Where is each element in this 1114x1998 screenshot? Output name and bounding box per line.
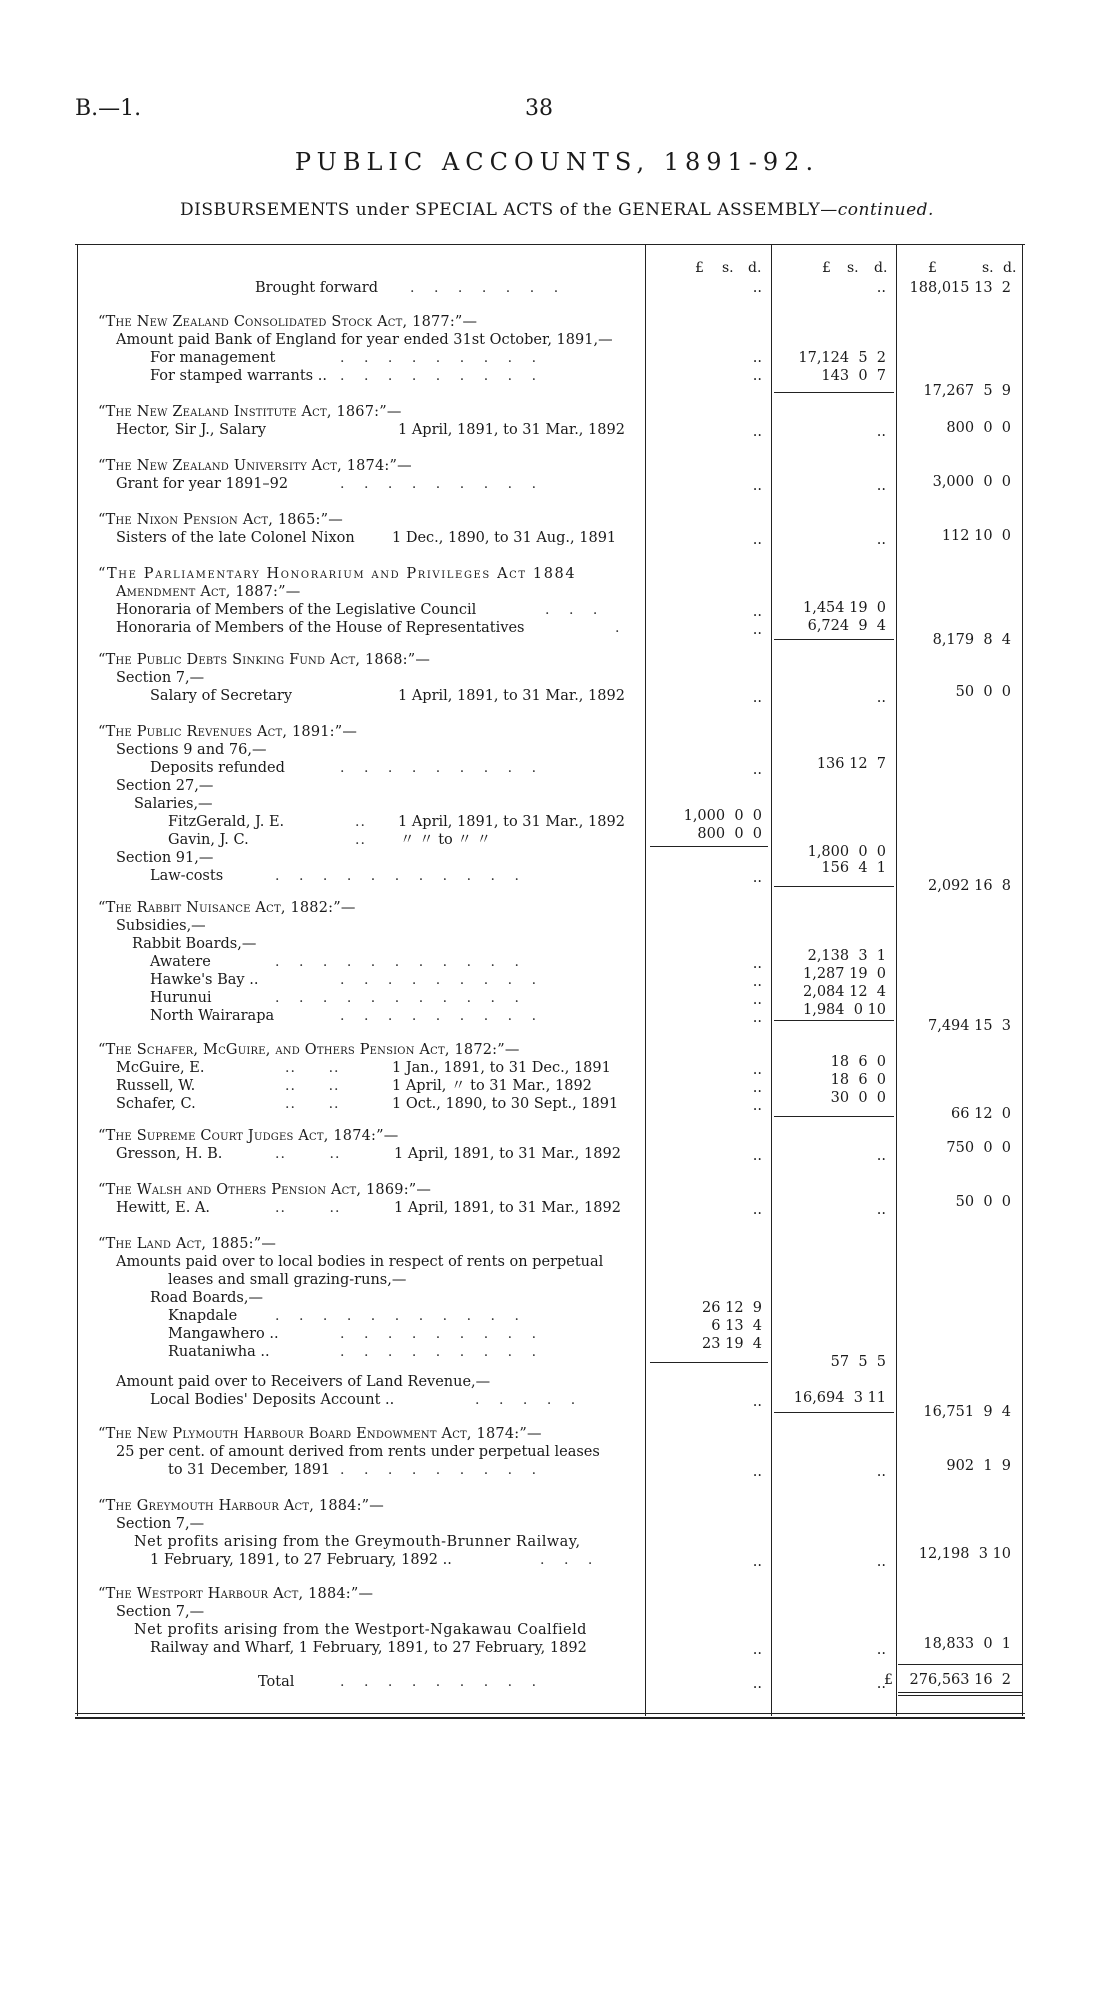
leader-dots: ... (545, 602, 617, 618)
row-col2: .. (876, 424, 886, 440)
row-col1: .. (752, 1464, 762, 1480)
row-col2: .. (876, 1148, 886, 1164)
row-label: For stamped warrants .. (150, 368, 327, 384)
section-line: Section 7,— (116, 1604, 205, 1620)
total-col1: .. (752, 1676, 762, 1692)
list-item: Hawke's Bay .. (150, 972, 259, 988)
row-col2: .. (876, 532, 886, 548)
leader-dots: ......... (340, 1326, 556, 1342)
subtitle-main: DISBURSEMENTS under SPECIAL ACTS of the GENERAL ASSEMBLY— (180, 200, 838, 220)
table-right-rule (1022, 244, 1023, 1716)
row-col1: 6 13 4 (711, 1318, 762, 1334)
table-bottom-rule (75, 1713, 1025, 1714)
section-title: “The Rabbit Nuisance Act, 1882:”— (98, 900, 356, 916)
row-col1: .. (752, 1080, 762, 1096)
subtotal-rule (650, 1362, 768, 1363)
row-label: Salary of Secretary (150, 688, 293, 704)
leader-dots: .. .. (275, 1200, 341, 1216)
row-col2: .. (876, 1202, 886, 1218)
row-label: Hewitt, E. A. (116, 1200, 211, 1216)
section-line: Section 27,— (116, 778, 214, 794)
section-title: “The Nixon Pension Act, 1865:”— (98, 512, 343, 528)
row-col2: 1,287 19 0 (802, 966, 886, 982)
row-col1: .. (752, 478, 762, 494)
subtotal-rule (650, 846, 768, 847)
row-col1: .. (752, 604, 762, 620)
leader-dots: ......... (340, 760, 556, 776)
row-col2: 1,800 0 0 (807, 844, 886, 860)
row-col2: .. (876, 478, 886, 494)
row-col3: 50 0 0 (955, 684, 1011, 700)
row-col1: .. (752, 1394, 762, 1410)
row-label: Sisters of the late Colonel Nixon (116, 530, 355, 546)
section-title: “The Parliamentary Honorarium and Privileges Act 1884 (98, 566, 577, 582)
section-line: Salaries,— (134, 796, 213, 812)
row-col1: .. (752, 762, 762, 778)
row-col1: .. (752, 1148, 762, 1164)
row-col1: .. (752, 1202, 762, 1218)
col1-pence-head: d. (748, 260, 762, 276)
section-title: “The Westport Harbour Act, 1884:”— (98, 1586, 374, 1602)
leader-dots: ......... (340, 1344, 556, 1360)
col2-pound-head: £ (822, 260, 831, 276)
total-label: Total (258, 1674, 295, 1690)
leader-dots: ........... (275, 868, 539, 884)
leader-dots: ......... (340, 1008, 556, 1024)
row-period: 1 Jan., 1891, to 31 Dec., 1891 (392, 1060, 611, 1076)
row-col3: 750 0 0 (946, 1140, 1011, 1156)
list-item: Hurunui (150, 990, 212, 1006)
brought-forward-col2: .. (876, 280, 886, 296)
row-period: 1 April, 1891, to 31 Mar., 1892 (394, 1200, 621, 1216)
row-col1: 800 0 0 (697, 826, 762, 842)
subtotal-rule (774, 1116, 894, 1117)
row-col1: .. (752, 1010, 762, 1026)
section-line: Road Boards,— (150, 1290, 263, 1306)
section-title: “The Public Debts Sinking Fund Act, 1868:”— (98, 652, 431, 668)
row-col3: 800 0 0 (946, 420, 1011, 436)
table-top-rule (75, 244, 1025, 245)
row-label: Hector, Sir J., Salary (116, 422, 267, 438)
table-left-rule (77, 244, 78, 1716)
row-col2: 1,454 19 0 (802, 600, 886, 616)
leader-dots: .. .. (285, 1078, 340, 1094)
leader-dots: ... (540, 1552, 612, 1568)
section-line: Subsidies,— (116, 918, 206, 934)
total-top-rule (898, 1664, 1022, 1665)
section-total: 7,494 15 3 (927, 1018, 1011, 1034)
row-col1: .. (752, 870, 762, 886)
row-col2: .. (876, 690, 886, 706)
subtotal-rule (774, 392, 894, 393)
row-col3: 902 1 9 (946, 1458, 1011, 1474)
row-col2: 6,724 9 4 (807, 618, 886, 634)
row-col2: 17,124 5 2 (798, 350, 886, 366)
row-col2: 18 6 0 (830, 1072, 886, 1088)
col3-left-rule (896, 244, 897, 1716)
leader-dots: ......... (340, 476, 556, 492)
total-bottom-rule-2 (898, 1695, 1022, 1696)
section-line: Amount paid over to Receivers of Land Revenue,— (116, 1374, 491, 1390)
leader-dots: ........... (275, 990, 539, 1006)
list-item: Awatere (150, 954, 211, 970)
section-title-cont: Amendment Act, 1887:”— (116, 584, 301, 600)
row-col1: .. (752, 1062, 762, 1078)
section-line: Amount paid Bank of England for year ended 31st October, 1891,— (116, 332, 613, 348)
page-number: 38 (525, 96, 553, 121)
section-line: Railway and Wharf, 1 February, 1891, to 27 February, 1892 (150, 1640, 587, 1656)
col1-left-rule (645, 244, 646, 1716)
row-period: 1 April, 1891, to 31 Mar., 1892 (398, 814, 625, 830)
row-col3: 18,833 0 1 (923, 1636, 1011, 1652)
row-col2: 2,138 3 1 (807, 948, 886, 964)
row-period: 1 Dec., 1890, to 31 Aug., 1891 (392, 530, 617, 546)
section-title: “The New Zealand Consolidated Stock Act, 1877:”— (98, 314, 478, 330)
section-line: to 31 December, 1891 (168, 1462, 331, 1478)
brought-forward-col1: .. (752, 280, 762, 296)
row-col2: 2,084 12 4 (802, 984, 886, 1000)
row-col2: 18 6 0 (830, 1054, 886, 1070)
col2-pence-head: d. (874, 260, 888, 276)
page-subtitle (0, 200, 1114, 220)
leader-dots: .. .. (285, 1096, 340, 1112)
row-period: 1 April, 〃 to 31 Mar., 1892 (392, 1078, 592, 1094)
section-total: 8,179 8 4 (932, 632, 1011, 648)
leader-dots: ........... (275, 1308, 539, 1324)
section-total: 66 12 0 (951, 1106, 1011, 1122)
row-col1: .. (752, 350, 762, 366)
row-col1: .. (752, 690, 762, 706)
row-label: FitzGerald, J. E. (168, 814, 285, 830)
section-title: “The New Zealand University Act, 1874:”— (98, 458, 412, 474)
row-col3: 112 10 0 (941, 528, 1011, 544)
col1-shilling-head: s. (722, 260, 734, 276)
row-col1: .. (752, 1554, 762, 1570)
row-col2: .. (876, 1642, 886, 1658)
leader-dots: .. (355, 814, 366, 830)
row-label: Gresson, H. B. (116, 1146, 223, 1162)
row-col2: 136 12 7 (816, 756, 886, 772)
section-line: leases and small grazing-runs,— (168, 1272, 407, 1288)
row-period: 1 April, 1891, to 31 Mar., 1892 (398, 688, 625, 704)
row-label: Grant for year 1891–92 (116, 476, 289, 492)
subtitle-continued: continued. (837, 200, 934, 220)
subtotal-rule (774, 639, 894, 640)
row-col2: .. (876, 1554, 886, 1570)
section-title: “The Supreme Court Judges Act, 1874:”— (98, 1128, 399, 1144)
page-title: PUBLIC ACCOUNTS, 1891-92. (294, 148, 820, 176)
list-item: Mangawhero .. (168, 1326, 279, 1342)
row-col3: 50 0 0 (955, 1194, 1011, 1210)
section-line: Rabbit Boards,— (132, 936, 257, 952)
document-reference: B.—1. (75, 96, 142, 121)
leader-dots: ......... (340, 368, 556, 384)
leader-dots: ......... (340, 350, 556, 366)
col2-shilling-head: s. (847, 260, 859, 276)
row-col1: .. (752, 992, 762, 1008)
row-period: 1 April, 1891, to 31 Mar., 1892 (398, 422, 625, 438)
row-col1: .. (752, 424, 762, 440)
row-col2: 156 4 1 (821, 860, 886, 876)
row-col1: 23 19 4 (702, 1336, 762, 1352)
leader-dots: ....... (410, 280, 578, 296)
section-line: Section 91,— (116, 850, 214, 866)
brought-forward-col3: 188,015 13 2 (909, 280, 1011, 296)
row-col2: 143 0 7 (821, 368, 886, 384)
section-title: “The Land Act, 1885:”— (98, 1236, 277, 1252)
row-col3: 3,000 0 0 (932, 474, 1011, 490)
table-bottom-rule-2 (75, 1717, 1025, 1719)
row-col1: .. (752, 1098, 762, 1114)
row-label: Honoraria of Members of the Legislative Council (116, 602, 477, 618)
list-item: Knapdale (168, 1308, 238, 1324)
section-line: 25 per cent. of amount derived from rents under perpetual leases (116, 1444, 600, 1460)
brought-forward-label: Brought forward (255, 280, 379, 296)
section-line: Net profits arising from the Westport-Ngakawau Coalfield (134, 1622, 587, 1638)
leader-dots: . (615, 620, 639, 636)
section-line: 1 February, 1891, to 27 February, 1892 .. (150, 1552, 452, 1568)
leader-dots: ......... (340, 1674, 556, 1690)
row-label: Local Bodies' Deposits Account .. (150, 1392, 395, 1408)
section-line: Sections 9 and 76,— (116, 742, 267, 758)
subtotal-rule (774, 886, 894, 887)
row-label: For management (150, 350, 276, 366)
row-col2: 57 5 5 (830, 1354, 886, 1370)
leader-dots: ......... (340, 972, 556, 988)
leader-dots: ..... (475, 1392, 595, 1408)
col3-pence-head: d. (1003, 260, 1017, 276)
row-label: Deposits refunded (150, 760, 285, 776)
section-title: “The New Zealand Institute Act, 1867:”— (98, 404, 402, 420)
grand-total: 276,563 16 2 (909, 1672, 1011, 1688)
section-line: Amounts paid over to local bodies in respect of rents on perpetual (116, 1254, 604, 1270)
section-line: Section 7,— (116, 1516, 205, 1532)
section-line: Section 7,— (116, 670, 205, 686)
section-total: 17,267 5 9 (923, 383, 1011, 399)
row-col1: .. (752, 956, 762, 972)
section-title: “The Greymouth Harbour Act, 1884:”— (98, 1498, 384, 1514)
section-total: 16,751 9 4 (923, 1404, 1011, 1420)
row-period: 〃 〃 to 〃 〃 (400, 832, 491, 848)
section-title: “The New Plymouth Harbour Board Endowment Act, 1874:”— (98, 1426, 542, 1442)
total-pound-sign: £ (884, 1672, 893, 1688)
row-label: Honoraria of Members of the House of Representatives (116, 620, 525, 636)
list-item: Schafer, C. (116, 1096, 196, 1112)
row-col2: 16,694 3 11 (793, 1390, 886, 1406)
row-col2: 1,984 0 10 (802, 1002, 886, 1018)
section-line: Net profits arising from the Greymouth-Brunner Railway, (134, 1534, 581, 1550)
col1-pound-head: £ (695, 260, 704, 276)
leader-dots: ........... (275, 954, 539, 970)
subtotal-rule (774, 1412, 894, 1413)
list-item: Russell, W. (116, 1078, 196, 1094)
leader-dots: .. .. (275, 1146, 341, 1162)
total-bottom-rule (898, 1692, 1022, 1693)
section-title: “The Walsh and Others Pension Act, 1869:”— (98, 1182, 432, 1198)
row-col1: .. (752, 622, 762, 638)
list-item: McGuire, E. (116, 1060, 205, 1076)
row-col1: .. (752, 532, 762, 548)
row-col1: .. (752, 368, 762, 384)
row-period: 1 April, 1891, to 31 Mar., 1892 (394, 1146, 621, 1162)
col3-shilling-head: s. (982, 260, 994, 276)
leader-dots: .. (355, 832, 366, 848)
row-col3: 12,198 3 10 (918, 1546, 1011, 1562)
list-item: Ruataniwha .. (168, 1344, 270, 1360)
row-col1: .. (752, 1642, 762, 1658)
total-col2: .. (876, 1676, 886, 1692)
list-item: North Wairarapa (150, 1008, 275, 1024)
col3-pound-head: £ (928, 260, 937, 276)
row-label: Law-costs (150, 868, 224, 884)
row-col2: 30 0 0 (830, 1090, 886, 1106)
row-col1: .. (752, 974, 762, 990)
section-title: “The Public Revenues Act, 1891:”— (98, 724, 358, 740)
leader-dots: .. .. (285, 1060, 340, 1076)
row-col2: .. (876, 1464, 886, 1480)
section-total: 2,092 16 8 (927, 878, 1011, 894)
row-period: 1 Oct., 1890, to 30 Sept., 1891 (392, 1096, 619, 1112)
row-label: Gavin, J. C. (168, 832, 249, 848)
row-col1: 1,000 0 0 (683, 808, 762, 824)
row-col1: 26 12 9 (702, 1300, 762, 1316)
section-title: “The Schafer, McGuire, and Others Pension Act, 1872:”— (98, 1042, 520, 1058)
col2-left-rule (771, 244, 772, 1716)
leader-dots: ......... (340, 1462, 556, 1478)
subtotal-rule (774, 1020, 894, 1021)
